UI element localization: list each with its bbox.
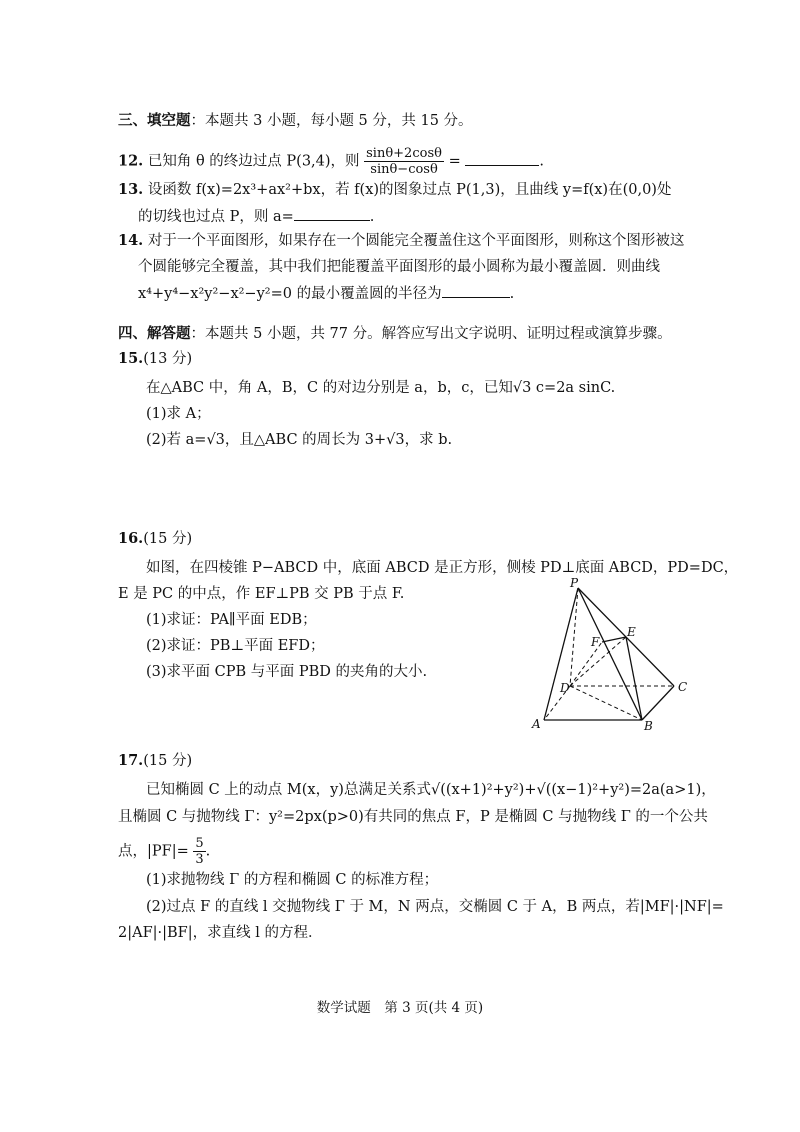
question-17-stem-3	[118, 836, 210, 867]
section-4-desc: ：本题共 5 小题，共 77 分。解答应写出文字说明、证明过程或演算步骤。	[190, 326, 672, 342]
question-15-header	[118, 349, 192, 369]
question-17-fraction-denominator: 3	[195, 852, 204, 867]
question-16-number: 16.	[118, 530, 144, 547]
question-13-text-2: 的切线也过点 P，则 a=	[138, 209, 294, 225]
question-17-part-1: (1)求抛物线 Γ 的方程和椭圆 C 的标准方程；	[146, 872, 439, 888]
question-15-part-1: (1)求 A；	[146, 406, 211, 422]
question-12-fraction	[364, 146, 444, 177]
question-17-fraction	[193, 836, 205, 867]
question-14-end: .	[509, 286, 515, 302]
question-16-part-1: (1)求证：PA∥平面 EDB；	[146, 612, 317, 628]
question-16-part-3: (3)求平面 CPB 与平面 PBD 的夹角的大小.	[146, 664, 428, 680]
question-17-pf-end: .	[205, 843, 211, 860]
question-17-part-2-line-1: (2)过点 F 的直线 l 交抛物线 Γ 于 M，N 两点，交椭圆 C 于 A，B 两点，若|MF|·|NF|=	[146, 899, 724, 915]
question-12-end: .	[539, 153, 544, 170]
question-17-part-2-line-2: 2|AF|·|BF|，求直线 l 的方程．	[118, 925, 323, 941]
question-13-number: 13.	[118, 181, 144, 198]
question-12-equals: =	[448, 153, 461, 170]
section-4-header	[118, 324, 672, 344]
label-B: B	[644, 719, 653, 733]
question-17-score: (15 分)	[143, 753, 193, 769]
label-C: C	[678, 680, 688, 694]
question-14-text-2: 个圆能够完全覆盖，其中我们把能覆盖平面图形的最小圆称为最小覆盖圆．则曲线	[138, 259, 660, 275]
question-17-pf-text: 点，|PF|=	[118, 843, 189, 860]
question-17-stem-2: 且椭圆 C 与抛物线 Γ：y²=2px(p>0)有共同的焦点 F，P 是椭圆 C 与抛物线 Γ 的一个公共	[118, 809, 708, 825]
question-15-part-2: (2)若 a=√3，且△ABC 的周长为 3+√3，求 b.	[146, 432, 453, 448]
edge-BC	[642, 686, 674, 720]
section-3-desc: ：本题共 3 小题，每小题 5 分，共 15 分。	[190, 113, 473, 129]
question-14-number: 14.	[118, 232, 144, 249]
question-13-text-1: 设函数 f(x)=2x³+ax²+bx，若 f(x)的图象过点 P(1,3)，且曲线 y=f(x)在(0,0)处	[147, 182, 672, 198]
pyramid-figure	[528, 574, 698, 738]
section-3-header	[118, 111, 473, 131]
question-17-header	[118, 751, 192, 771]
question-16-score: (15 分)	[143, 531, 193, 547]
section-4-title: 四、解答题	[118, 325, 191, 342]
question-12-text: 已知角 θ 的终边过点 P(3,4)，则	[147, 153, 360, 170]
section-3-title: 三、填空题	[118, 112, 191, 129]
label-E: E	[627, 625, 636, 639]
question-16-stem-1: 如图，在四棱锥 P−ABCD 中，底面 ABCD 是正方形，侧棱 PD⊥底面 ABCD，PD=DC，	[146, 560, 739, 576]
question-13-line-1	[118, 180, 671, 200]
question-17-number: 17.	[118, 752, 144, 769]
question-16-part-2: (2)求证：PB⊥平面 EFD；	[146, 638, 325, 654]
question-12-fraction-denominator: sinθ−cosθ	[370, 162, 438, 177]
page-footer: 数学试题 第 3 页(共 4 页)	[316, 1000, 484, 1016]
question-16-header	[118, 529, 192, 549]
label-F: F	[591, 635, 600, 649]
question-15-score: (13 分)	[143, 351, 193, 367]
label-D: D	[560, 681, 570, 695]
question-12-answer-blank[interactable]	[465, 151, 539, 166]
label-A: A	[532, 717, 541, 731]
question-15-stem: 在△ABC 中，角 A，B，C 的对边分别是 a，b，c，已知√3 c=2a sinC.	[146, 380, 616, 396]
question-13-line-2	[138, 206, 374, 227]
question-14-line-3	[138, 283, 514, 304]
label-P: P	[570, 576, 579, 590]
question-17-stem-1: 已知椭圆 C 上的动点 M(x，y)总满足关系式√((x+1)²+y²)+√((x−1)²+y²)=2a(a>1)，	[146, 782, 716, 798]
question-14-line-2	[138, 257, 660, 277]
edge-EB	[626, 637, 642, 720]
question-17-fraction-numerator: 5	[195, 836, 204, 851]
question-13-end: .	[369, 209, 375, 225]
question-12-fraction-numerator: sinθ+2cosθ	[366, 146, 442, 161]
question-12-number: 12.	[118, 152, 144, 170]
question-12	[118, 146, 544, 177]
question-14-answer-blank[interactable]	[442, 283, 510, 298]
question-15-number: 15.	[118, 350, 144, 367]
question-13-answer-blank[interactable]	[294, 206, 370, 221]
question-16-stem-2: E 是 PC 的中点，作 EF⊥PB 交 PB 于点 F.	[118, 586, 405, 602]
question-14-text-3: x⁴+y⁴−x²y²−x²−y²=0 的最小覆盖圆的半径为	[138, 286, 442, 302]
question-14-line-1	[118, 231, 684, 251]
question-14-text-1: 对于一个平面图形，如果存在一个圆能完全覆盖住这个平面图形，则称这个图形被这	[147, 233, 685, 249]
edge-DB	[570, 686, 642, 720]
edge-PB	[578, 588, 642, 720]
